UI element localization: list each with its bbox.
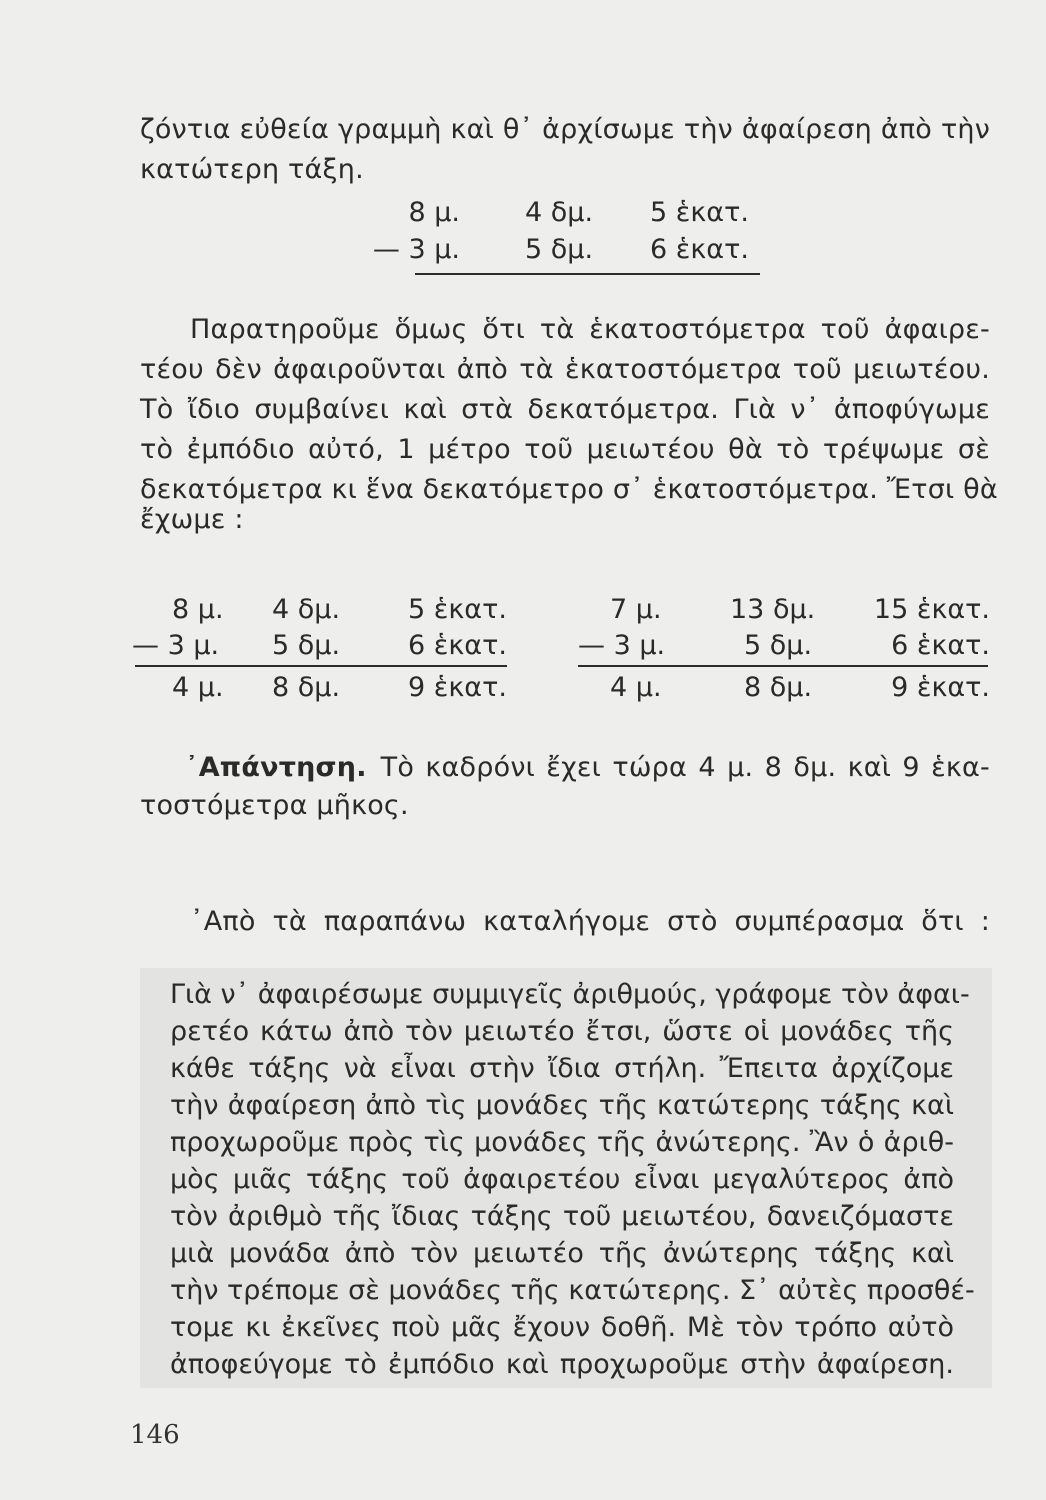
para-line-6: ἔχωμε : bbox=[140, 504, 244, 535]
para-line-3: Τὸ ἴδιο συμβαίνει καὶ στὰ δεκατόμετρα. Γιὰ ν᾽ ἀποφύγωμε bbox=[140, 394, 990, 425]
answer-text: Τὸ καδρόνι ἔχει τώρα 4 μ. 8 δμ. καὶ 9 ἑκα- bbox=[380, 752, 990, 783]
intro-line-1: ζόντια εὐθεία γραμμὴ καὶ θ᾽ ἀρχίσωμε τὴν ἀφαίρεση ἀπὸ τὴν bbox=[140, 114, 990, 145]
lc-r1-ek: 5 ἑκατ. bbox=[408, 594, 507, 625]
lc-r1-m: 8 μ. bbox=[172, 594, 224, 625]
rc-r2-ek: 6 ἑκατ. bbox=[891, 630, 990, 661]
answer-line-2: τοστόμετρα μῆκος. bbox=[140, 790, 409, 821]
rule-line-2: ρετέο κάτω ἀπὸ τὸν μειωτέο ἔτσι, ὥστε οἱ μονάδες τῆς bbox=[170, 1016, 954, 1047]
ex1-r1-dm: 4 δμ. bbox=[525, 197, 594, 228]
rc-rule bbox=[578, 665, 988, 667]
rule-line-5: προχωροῦμε πρὸς τὶς μονάδες τῆς ἀνώτερης. Ἂν ὁ ἀριθ- bbox=[170, 1127, 954, 1158]
para-line-2: τέου δὲν ἀφαιροῦνται ἀπὸ τὰ ἑκατοστόμετρα τοῦ μειωτέου. bbox=[140, 354, 990, 385]
rc-r2-m: — 3 μ. bbox=[578, 630, 666, 661]
ex1-r2-m: — 3 μ. bbox=[372, 234, 460, 265]
rule-line-11: ἀποφεύγομε τὸ ἐμπόδιο καὶ προχωροῦμε στὴν ἀφαίρεση. bbox=[170, 1349, 954, 1380]
lc-res-ek: 9 ἑκατ. bbox=[408, 672, 507, 703]
para-line-5: δεκατόμετρα κι ἕνα δεκατόμετρο σ᾽ ἑκατοστόμετρα. Ἔτσι θὰ bbox=[140, 474, 998, 505]
ex1-rule bbox=[415, 273, 760, 275]
answer-line-1 bbox=[185, 748, 990, 788]
para-line-1: Παρατηροῦμε ὅμως ὅτι τὰ ἑκατοστόμετρα τοῦ ἀφαιρε- bbox=[190, 314, 990, 345]
rc-r1-ek: 15 ἑκατ. bbox=[873, 594, 990, 625]
lc-r2-dm: 5 δμ. bbox=[272, 630, 341, 661]
page-number: 146 bbox=[130, 1420, 180, 1450]
intro-line-2: κατώτερη τάξη. bbox=[140, 154, 364, 185]
ex1-r2-ek: 6 ἑκατ. bbox=[650, 234, 749, 265]
ex1-r1-m: 8 μ. bbox=[408, 197, 460, 228]
lc-res-m: 4 μ. bbox=[172, 672, 224, 703]
rule-line-4: τὴν ἀφαίρεση ἀπὸ τὶς μονάδες τῆς κατώτερης τάξης καὶ bbox=[170, 1090, 954, 1121]
rule-line-9: τὴν τρέπομε σὲ μονάδες τῆς κατώτερης. Σ᾽ αὐτὲς προσθέ- bbox=[170, 1275, 975, 1306]
lc-r1-dm: 4 δμ. bbox=[272, 594, 341, 625]
lc-res-dm: 8 δμ. bbox=[272, 672, 341, 703]
lc-r2-m: — 3 μ. bbox=[132, 630, 220, 661]
answer-label: ᾽Απάντηση. bbox=[185, 752, 367, 783]
conclusion-intro: ᾽Απὸ τὰ παραπάνω καταλήγομε στὸ συμπέρασμα ὅτι : bbox=[190, 906, 990, 937]
rc-res-ek: 9 ἑκατ. bbox=[891, 672, 990, 703]
rc-r1-m: 7 μ. bbox=[610, 594, 662, 625]
rule-line-1: Γιὰ ν᾽ ἀφαιρέσωμε συμμιγεῖς ἀριθμούς, γράφομε τὸν ἀφαι- bbox=[170, 979, 970, 1010]
lc-rule bbox=[135, 665, 507, 667]
rule-line-10: τομε κι ἐκεῖνες ποὺ μᾶς ἔχουν δοθῆ. Μὲ τὸν τρόπο αὐτὸ bbox=[170, 1312, 954, 1343]
ex1-r1-ek: 5 ἑκατ. bbox=[650, 197, 749, 228]
rule-line-7: τὸν ἀριθμὸ τῆς ἴδιας τάξης τοῦ μειωτέου, δανειζόμαστε bbox=[170, 1201, 954, 1232]
rc-res-dm: 8 δμ. bbox=[744, 672, 813, 703]
para-line-4: τὸ ἐμπόδιο αὐτό, 1 μέτρο τοῦ μειωτέου θὰ τὸ τρέψωμε σὲ bbox=[140, 434, 990, 465]
rule-line-8: μιὰ μονάδα ἀπὸ τὸν μειωτέο τῆς ἀνώτερης τάξης καὶ bbox=[170, 1238, 954, 1269]
lc-r2-ek: 6 ἑκατ. bbox=[408, 630, 507, 661]
rc-res-m: 4 μ. bbox=[610, 672, 662, 703]
rc-r2-dm: 5 δμ. bbox=[744, 630, 813, 661]
rc-r1-dm: 13 δμ. bbox=[730, 594, 816, 625]
ex1-r2-dm: 5 δμ. bbox=[525, 234, 594, 265]
rule-line-3: κάθε τάξης νὰ εἶναι στὴν ἴδια στήλη. Ἔπειτα ἀρχίζομε bbox=[170, 1053, 954, 1084]
rule-line-6: μὸς μιᾶς τάξης τοῦ ἀφαιρετέου εἶναι μεγαλύτερος ἀπὸ bbox=[170, 1164, 954, 1195]
